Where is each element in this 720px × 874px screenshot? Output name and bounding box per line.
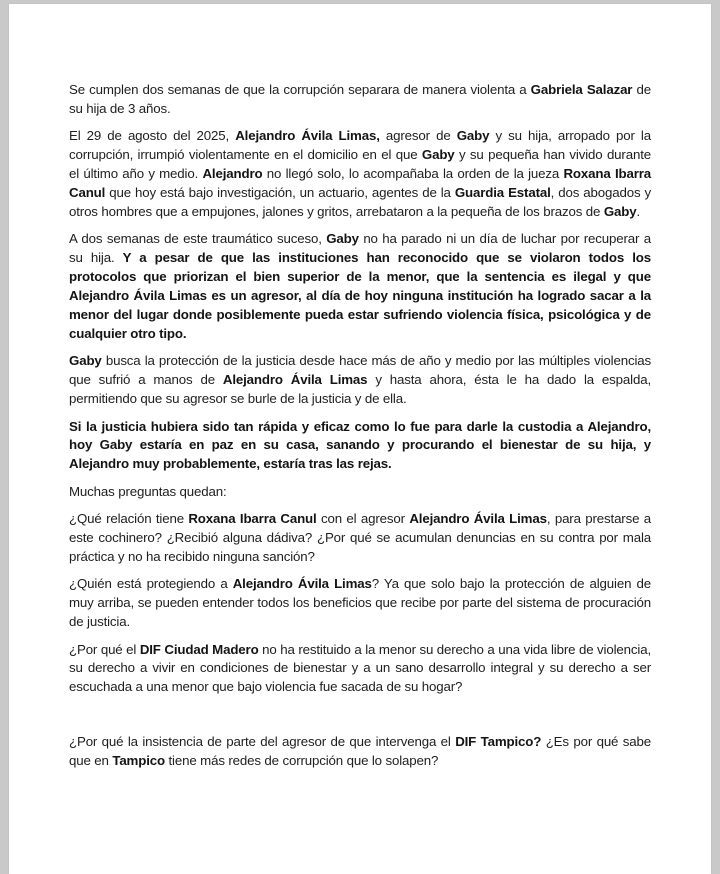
bold-name: Gaby bbox=[456, 128, 490, 144]
text-run: , para prestarse a este cochinero? ¿Recibió alguna dádiva? ¿Por qué se acumulan denuncias en su contra por mala práctica y no ha recibido ninguna sanción? bbox=[69, 511, 651, 564]
bold-name: Alejandro Ávila Limas bbox=[222, 372, 368, 388]
text-run: ¿Quién está protegiendo a bbox=[69, 576, 233, 592]
paragraph-event bbox=[69, 127, 651, 222]
text-run: no ha restituido a la menor su derecho a una vida libre de violencia, su derecho a vivir en condiciones de bienestar y a un sano desarrollo integral y su derecho a ser escuchada a una menor que bajo violencia fue sacada de su hogar? bbox=[69, 641, 651, 695]
bold-name: Gaby bbox=[421, 147, 455, 163]
bold-name: DIF Ciudad Madero bbox=[139, 641, 259, 657]
text-run: El 29 de agosto del 2025, bbox=[69, 128, 236, 144]
text-run: ¿Por qué el bbox=[69, 641, 140, 657]
paragraph-questions-intro bbox=[69, 483, 651, 502]
bold-statement: Si la justicia hubiera sido tan rápida y eficaz como lo fue para darle la custodia a Alejandro, hoy Gaby estaría en paz en su casa, sanando y procurando el bienestar de su hija, y Alejandro muy probablemente, estaría tras las rejas. bbox=[69, 418, 651, 472]
bold-name: Roxana Ibarra Canul bbox=[69, 166, 651, 201]
bold-name: Tampico bbox=[112, 752, 165, 768]
document-page bbox=[9, 4, 711, 874]
paragraph-two-weeks bbox=[69, 230, 651, 343]
bold-name: Alejandro Ávila Limas, bbox=[235, 128, 380, 144]
paragraph-question-1 bbox=[69, 510, 651, 567]
text-run: con el agresor bbox=[316, 511, 410, 527]
text-run: de su hija de 3 años. bbox=[69, 82, 651, 116]
text-run: busca la protección de la justicia desde hace más de año y medio por las múltiples violencias que sufrió a manos de bbox=[69, 353, 651, 388]
paragraph-question-4 bbox=[69, 733, 651, 771]
text-run: que hoy está bajo investigación, un actuario, agentes de la bbox=[105, 185, 455, 201]
bold-name: Roxana Ibarra Canul bbox=[188, 511, 317, 527]
text-run: no llegó solo, lo acompañaba la orden de la jueza bbox=[262, 166, 564, 182]
text-run: agresor de bbox=[379, 128, 457, 144]
paragraph-question-3 bbox=[69, 641, 651, 698]
bold-name: DIF Tampico? bbox=[455, 733, 542, 749]
blank-space bbox=[69, 706, 651, 733]
bold-name: Alejandro Ávila Limas bbox=[409, 511, 547, 527]
bold-name: Gaby bbox=[603, 203, 637, 219]
document-body bbox=[69, 81, 651, 779]
text-run: y su pequeña han vivido durante el último año y medio. bbox=[69, 147, 651, 182]
bold-name: Alejandro Ávila Limas bbox=[232, 576, 372, 592]
bold-statement: Y a pesar de que las instituciones han reconocido que se violaron todos los protocolos que priorizan el bien superior de la menor, que la sentencia es ilegal y que Alejandro Ávila Limas es un agresor, al día de hoy ninguna institución ha logrado sacar a la menor del lugar donde posiblemente pueda estar sufriendo violencia física, psicológica y de cualquier otro tipo. bbox=[69, 250, 651, 341]
bold-name: Gaby bbox=[326, 231, 359, 247]
text-run: no ha parado ni un día de luchar por recuperar a su hija. bbox=[69, 231, 651, 266]
text-run: ¿Es por qué sabe que en bbox=[69, 733, 651, 768]
paragraph-question-2 bbox=[69, 575, 651, 632]
text-run: A dos semanas de este traumático suceso, bbox=[69, 231, 327, 247]
bold-name: Guardia Estatal bbox=[454, 185, 551, 201]
paragraph-if-justice bbox=[69, 418, 651, 475]
text-run: . bbox=[636, 203, 641, 219]
text-run: ? Ya que solo bajo la protección de alguien de muy arriba, se pueden entender todos los beneficios que recibe por parte del sistema de procuración de justicia. bbox=[69, 576, 651, 630]
text-run: y su hija, arropado por la corrupción, irrumpió violentamente en el domicilio en el que bbox=[69, 128, 651, 163]
bold-name: Alejandro bbox=[202, 166, 263, 182]
text-run: , dos abogados y otros hombres que a empujones, jalones y gritos, arrebataron a la pequeña de los brazos de bbox=[69, 185, 652, 219]
text-run: Se cumplen dos semanas de que la corrupción separara de manera violenta a bbox=[69, 82, 531, 97]
text-run: ¿Qué relación tiene bbox=[69, 511, 189, 527]
text-run: y hasta ahora, ésta le ha dado la espalda, permitiendo que su agresor se burle de la justicia y de ella. bbox=[69, 372, 652, 407]
paragraph-intro bbox=[69, 81, 651, 119]
text-run: tiene más redes de corrupción que lo solapen? bbox=[164, 752, 439, 768]
bold-name: Gabriela Salazar bbox=[530, 82, 633, 97]
paragraph-protection bbox=[69, 352, 651, 409]
text-run: Muchas preguntas quedan: bbox=[69, 483, 227, 499]
bold-name: Gaby bbox=[69, 353, 102, 369]
text-run: ¿Por qué la insistencia de parte del agresor de que intervenga el bbox=[69, 733, 456, 749]
